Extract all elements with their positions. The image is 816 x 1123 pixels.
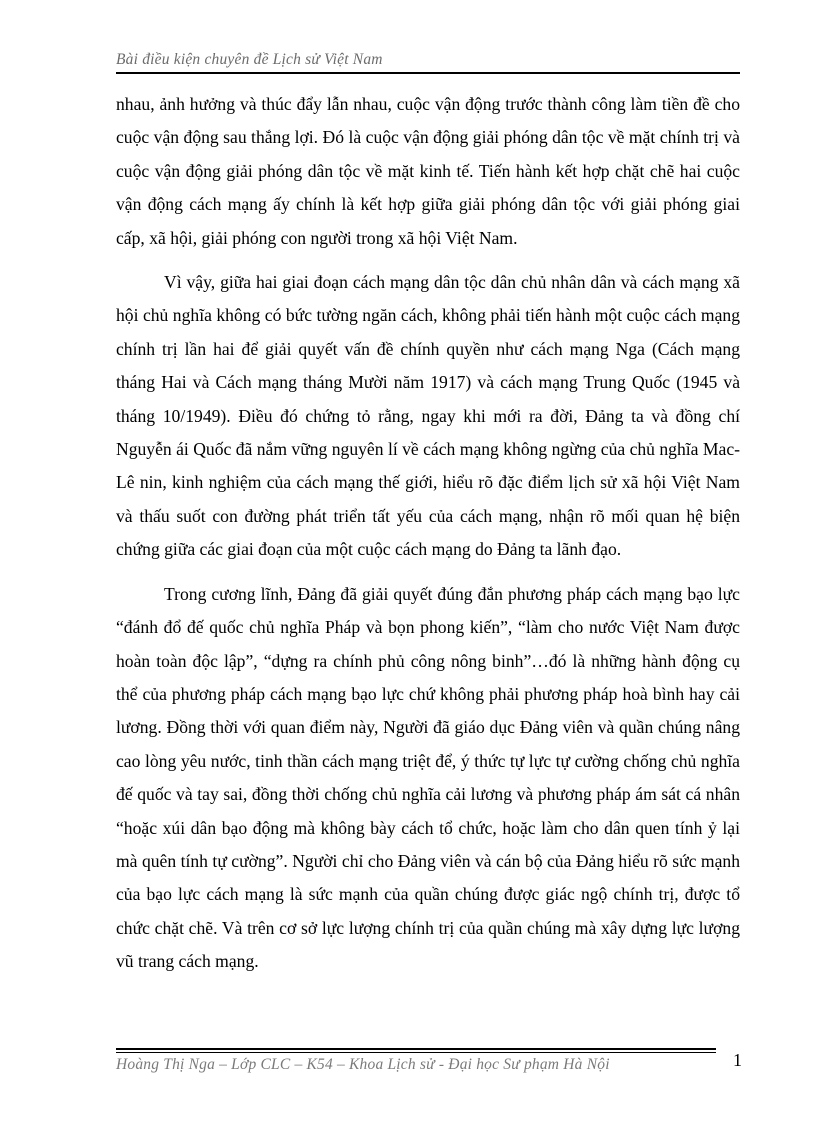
page-number: 1 [733, 1050, 742, 1070]
page-header [116, 50, 740, 74]
document-body [116, 88, 740, 990]
header-title: Bài điều kiện chuyên đề Lịch sử Việt Nam [116, 51, 383, 68]
page-footer [116, 1048, 740, 1078]
footer-text: Hoàng Thị Nga – Lớp CLC – K54 – Khoa Lịch sử - Đại học Sư phạm Hà Nội [116, 1056, 610, 1073]
footer-rule-thick [116, 1048, 716, 1050]
paragraph-1: nhau, ảnh hưởng và thúc đẩy lẫn nhau, cuộc vận động trước thành công làm tiền đề cho cuộc vận động sau thắng lợi. Đó là cuộc vận động giải phóng dân tộc về mặt chính trị và cuộc vận động giải phóng dân tộc về mặt kinh tế. Tiến hành kết hợp chặt chẽ hai cuộc vận động cách mạng ấy chính là kết hợp giữa giải phóng dân tộc với giải phóng giai cấp, xã hội, giải phóng con người trong xã hội Việt Nam. [116, 94, 740, 248]
paragraph-2: Vì vậy, giữa hai giai đoạn cách mạng dân tộc dân chủ nhân dân và cách mạng xã hội chủ nghĩa không có bức tường ngăn cách, không phải tiến hành một cuộc cách mạng chính trị lần hai để giải quyết vấn đề chính quyền như cách mạng Nga (Cách mạng tháng Hai và Cách mạng tháng Mười năm 1917) và cách mạng Trung Quốc (1945 và tháng 10/1949). Điều đó chứng tỏ rằng, ngay khi mới ra đời, Đảng ta và đồng chí Nguyễn ái Quốc đã nắm vững nguyên lí về cách mạng không ngừng của chủ nghĩa Mac- Lê nin, kinh nghiệm của cách mạng thế giới, hiểu rõ đặc điểm lịch sử xã hội Việt Nam và thấu suốt con đường phát triển tất yếu của cách mạng, nhận rõ mối quan hệ biện chứng giữa các giai đoạn của một cuộc cách mạng do Đảng ta lãnh đạo. [116, 272, 740, 560]
footer-rule-thin [116, 1052, 716, 1053]
header-rule [116, 72, 740, 74]
paragraph-3: Trong cương lĩnh, Đảng đã giải quyết đúng đắn phương pháp cách mạng bạo lực “đánh đổ đế quốc chủ nghĩa Pháp và bọn phong kiến”, “làm cho nước Việt Nam được hoàn toàn độc lập”, “dựng ra chính phủ công nông binh”…đó là những hành động cụ thể của phương pháp cách mạng bạo lực chứ không phải phương pháp hoà bình hay cải lương. Đồng thời với quan điểm này, Người đã giáo dục Đảng viên và quần chúng nâng cao lòng yêu nước, tinh thần cách mạng triệt để, ý thức tự lực tự cường chống chủ nghĩa đế quốc và tay sai, đồng thời chống chủ nghĩa cải lương và phương pháp ám sát cá nhân “hoặc xúi dân bạo động mà không bày cách tổ chức, hoặc làm cho dân quen tính ỷ lại mà quên tính tự cường”. Người chỉ cho Đảng viên và cán bộ của Đảng hiểu rõ sức mạnh của bạo lực cách mạng là sức mạnh của quần chúng được giác ngộ chính trị, được tổ chức chặt chẽ. Và trên cơ sở lực lượng chính trị của quần chúng mà xây dựng lực lượng vũ trang cách mạng. [116, 583, 740, 972]
footer-row [116, 1050, 742, 1078]
